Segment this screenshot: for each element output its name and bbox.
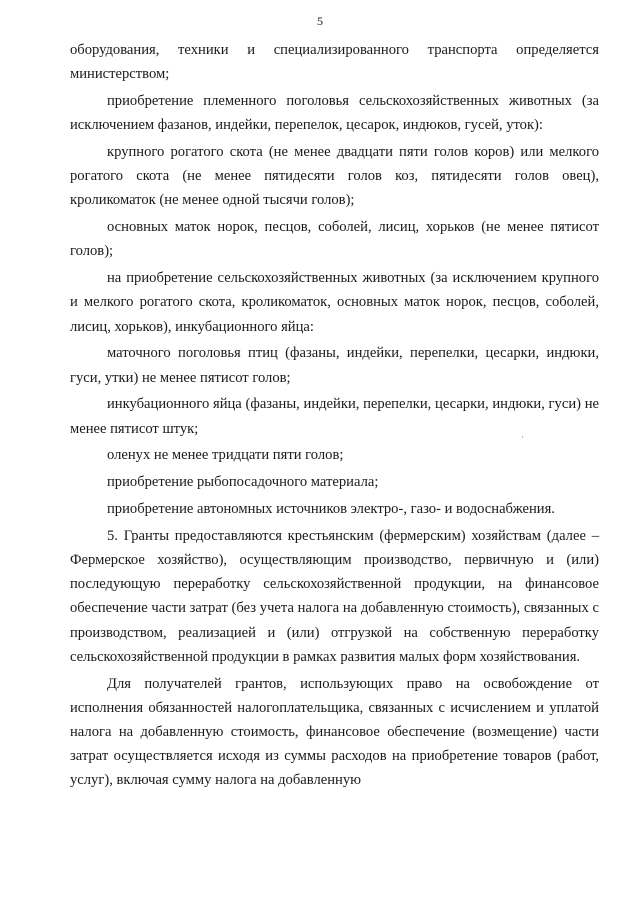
paragraph-3: крупного рогатого скота (не менее двадцати пяти голов коров) или мелкого рогатого скота (не менее пятидесяти голов коз, пятидесяти голов овец), кроликоматок (не менее одной тысячи голов); xyxy=(70,144,599,209)
paragraph-7: инкубационного яйца (фазаны, индейки, перепелки, цесарки, индюки, гуси) не менее пятисот штук; xyxy=(70,396,599,437)
paragraph-2: приобретение племенного поголовья сельскохозяйственных животных (за исключением фазанов, индейки, перепелок, цесарок, индюков, гусей, уток): xyxy=(70,93,599,134)
paragraph-5: на приобретение сельскохозяйственных животных (за исключением крупного и мелкого рогатого скота, кроликоматок, основных маток норок, песцов, соболей, лисиц, хорьков), инкубационного яйца: xyxy=(70,270,599,335)
paragraph-12: Для получателей грантов, использующих право на освобождение от исполнения обязанностей налогоплательщика, связанных с исчислением и уплатой налога на добавленную стоимость, финансовое обеспечение (возмещение) части затрат осуществляется исходя из суммы расходов на приобретение товаров (работ, услуг), включая сумму налога на добавленную xyxy=(70,675,599,789)
paragraph-11: 5. Гранты предоставляются крестьянским (фермерским) хозяйствам (далее – Фермерское хозяйство), осуществляющим производство, первичную и (или) последующую переработку сельскохозяйственной продукции, на финансовое обеспечение части затрат (без учета налога на добавленную стоимость), связанных с производством, реализацией и (или) отгрузкой на собственную переработку сельскохозяйственной продукции в рамках развития малых форм хозяйствования. xyxy=(70,527,599,665)
paragraph-6: маточного поголовья птиц (фазаны, индейки, перепелки, цесарки, индюки, гуси, утки) не менее пятисот голов; xyxy=(70,345,599,386)
scan-speck xyxy=(522,436,523,438)
document-body xyxy=(70,38,599,795)
paragraph-10: приобретение автономных источников электро-, газо- и водоснабжения. xyxy=(107,501,555,517)
paragraph-4: основных маток норок, песцов, соболей, лисиц, хорьков (не менее пятисот голов); xyxy=(70,219,599,260)
page-number: 5 xyxy=(317,14,323,28)
paragraph-1: оборудования, техники и специализированного транспорта определяется министерством; xyxy=(70,42,599,83)
paragraph-9: приобретение рыбопосадочного материала; xyxy=(107,474,379,491)
paragraph-8: оленух не менее тридцати пяти голов; xyxy=(107,447,344,464)
